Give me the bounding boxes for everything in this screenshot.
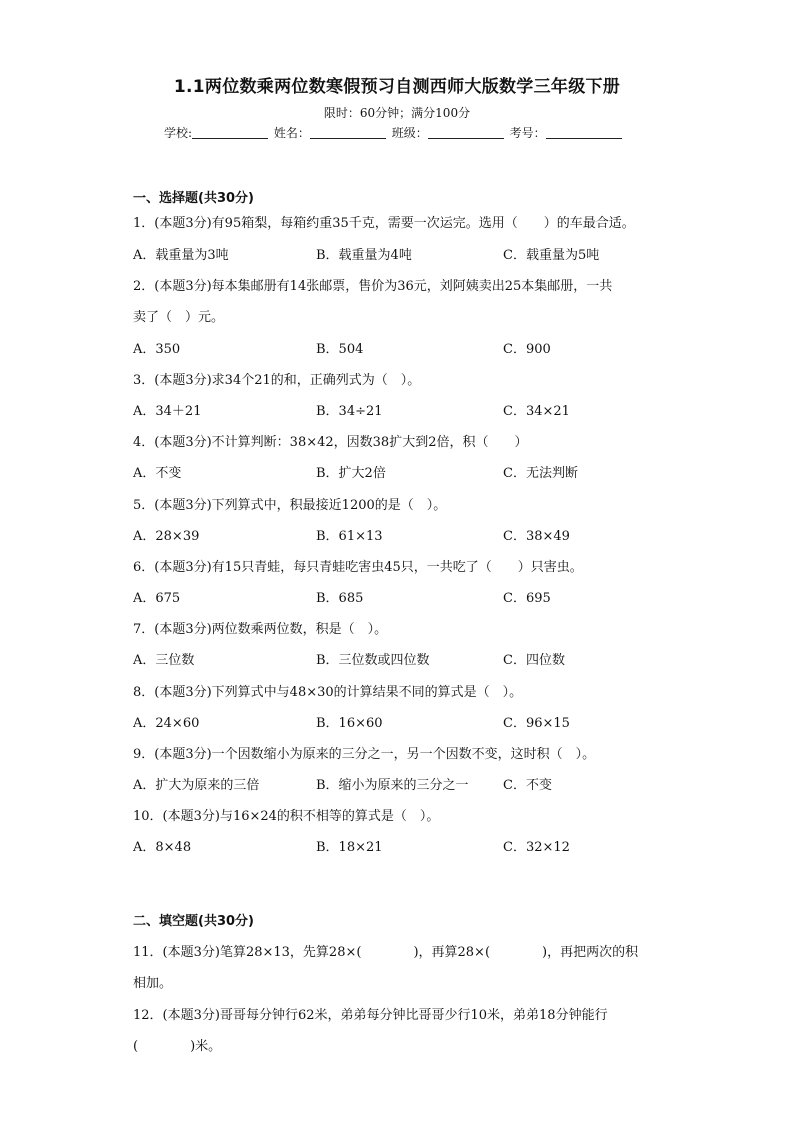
option-b: B．61×13 (316, 529, 383, 544)
option-c: C．900 (503, 342, 551, 357)
exam-number-blank[interactable] (546, 126, 622, 139)
question-stem: 5．(本题3分)下列算式中，积最接近1200的是（ ）。 (133, 498, 447, 513)
option-a: A．34＋21 (133, 404, 202, 419)
option-c: C．34×21 (503, 404, 570, 419)
question-stem: 9．(本题3分)一个因数缩小为原来的三分之一，另一个因数不变，这时积（ ）。 (133, 747, 596, 762)
question-stem: 8．(本题3分)下列算式中与48×30的计算结果不同的算式是（ ）。 (133, 685, 523, 700)
student-info-line (164, 124, 624, 141)
option-c: C．32×12 (503, 840, 570, 855)
question-stem: 4．(本题3分)不计算判断：38×42，因数38扩大到2倍，积（ ） (133, 435, 528, 450)
option-a: A．350 (133, 342, 181, 357)
option-a: A．扩大为原来的三倍 (133, 778, 260, 793)
option-b: B．18×21 (316, 840, 383, 855)
option-b: B．504 (316, 342, 364, 357)
option-b: B．16×60 (316, 716, 383, 731)
school-label: 学校: (164, 126, 193, 140)
question-stem: 6．(本题3分)有15只青蛙，每只青蛙吃害虫45只，一共吃了（ ）只害虫。 (133, 560, 583, 575)
option-b: B．扩大2倍 (316, 466, 386, 481)
option-c: C．四位数 (503, 653, 565, 668)
option-a: A．28×39 (133, 529, 200, 544)
fill-question-stem-continued: ( )米。 (133, 1039, 222, 1054)
option-a: A．675 (133, 591, 181, 606)
option-b: B．三位数或四位数 (316, 653, 430, 668)
class-blank[interactable] (428, 126, 504, 139)
option-a: A．24×60 (133, 716, 200, 731)
option-c: C．载重量为5吨 (503, 248, 600, 263)
option-c: C．695 (503, 591, 551, 606)
exam-number-label: 考号： (509, 126, 546, 140)
question-stem: 1．(本题3分)有95箱梨，每箱约重35千克，需要一次运完。选用（ ）的车最合适。 (133, 216, 635, 231)
name-blank[interactable] (310, 126, 386, 139)
option-c: C．无法判断 (503, 466, 578, 481)
question-stem: 10．(本题3分)与16×24的积不相等的算式是（ ）。 (133, 809, 440, 824)
fill-question-stem: 11．(本题3分)笔算28×13，先算28×( )，再算28×( )，再把两次的积 (133, 945, 639, 960)
option-c: C．96×15 (503, 716, 570, 731)
name-label: 姓名： (273, 126, 310, 140)
option-a: A．三位数 (133, 653, 195, 668)
section-title-choice: 一、选择题(共30分) (133, 191, 254, 206)
question-stem: 3．(本题3分)求34个21的和，正确列式为（ ）。 (133, 373, 421, 388)
question-stem: 7．(本题3分)两位数乘两位数，积是（ ）。 (133, 622, 388, 637)
option-a: A．载重量为3吨 (133, 248, 229, 263)
option-a: A．8×48 (133, 840, 192, 855)
option-b: B．685 (316, 591, 364, 606)
page-title: 1.1两位数乘两位数寒假预习自测西师大版数学三年级下册 (173, 77, 621, 97)
option-c: C．不变 (503, 778, 552, 793)
option-b: B．34÷21 (316, 404, 383, 419)
fill-question-stem-continued: 相加。 (133, 976, 173, 991)
school-blank[interactable] (192, 126, 268, 139)
option-b: B．载重量为4吨 (316, 248, 412, 263)
option-a: A．不变 (133, 466, 182, 481)
option-b: B．缩小为原来的三分之一 (316, 778, 469, 793)
question-stem: 2．(本题3分)每本集邮册有14张邮票，售价为36元，刘阿姨卖出25本集邮册，一共 (133, 279, 613, 294)
question-stem-continued: 卖了（ ）元。 (133, 310, 225, 325)
time-limit-subtitle: 限时：60分钟；满分100分 (323, 106, 471, 120)
section-title-fill-blank: 二、填空题(共30分) (133, 914, 254, 929)
option-c: C．38×49 (503, 529, 570, 544)
class-label: 班级： (391, 126, 428, 140)
fill-question-stem: 12．(本题3分)哥哥每分钟行62米，弟弟每分钟比哥哥少行10米，弟弟18分钟能行 (133, 1008, 608, 1023)
